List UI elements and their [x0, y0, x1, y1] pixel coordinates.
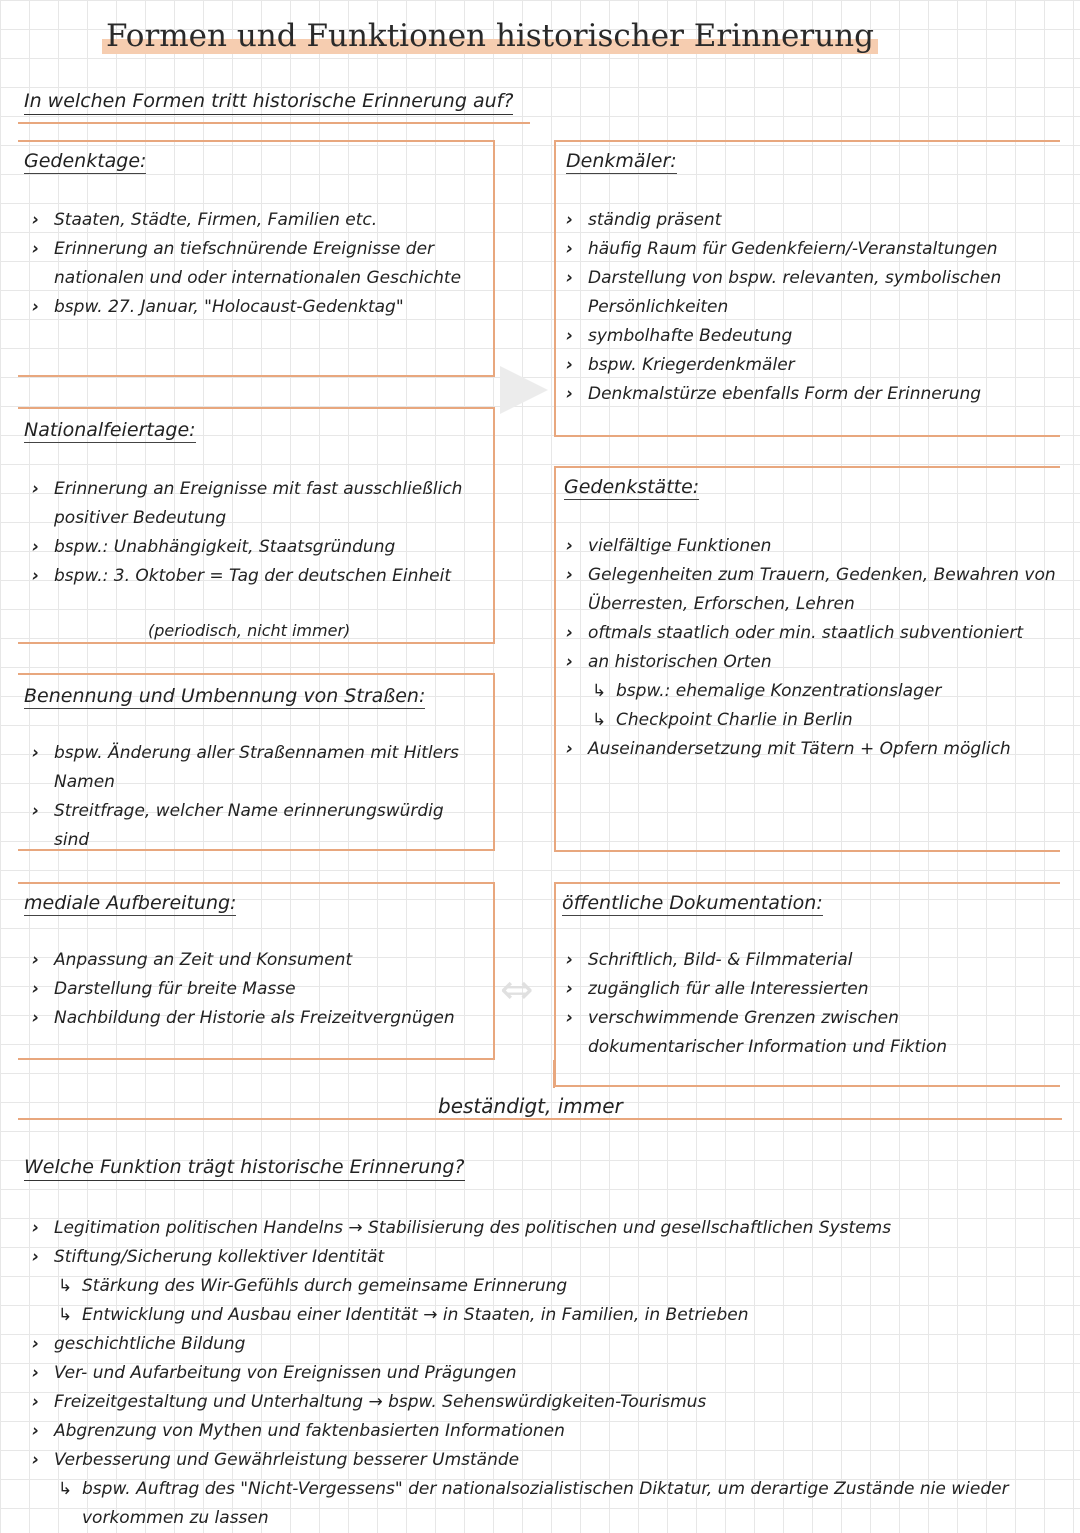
note-periodisch: (periodisch, nicht immer) — [148, 621, 351, 640]
item-list — [28, 739, 483, 855]
list-item: › bspw.: Unabhängigkeit, Staatsgründung — [28, 533, 483, 562]
list-item: › vielfältige Funktionen — [562, 532, 1058, 561]
item-list — [28, 206, 483, 322]
box-gedenktage — [18, 140, 495, 377]
question-functions: Welche Funktion trägt historische Erinnerung? — [24, 1156, 465, 1181]
box-nationalfeiertage — [18, 407, 495, 644]
list-item: › Gelegenheiten zum Trauern, Gedenken, Bewahren von Überresten, Erforschen, Lehren — [562, 561, 1058, 619]
function-item: › geschichtliche Bildung — [28, 1330, 1058, 1359]
item-list — [562, 946, 1058, 1062]
box-mediale-aufbereitung — [18, 882, 495, 1060]
list-item: › Schriftlich, Bild- & Filmmaterial — [562, 946, 1058, 975]
center-connector-line — [553, 1060, 555, 1088]
box-denkmaeler — [554, 140, 1060, 437]
list-item: › häufig Raum für Gedenkfeiern/-Veranstaltungen — [562, 235, 1058, 264]
list-item: › ständig präsent — [562, 206, 1058, 235]
page-title-text: Formen und Funktionen historischer Erinnerung — [102, 18, 878, 54]
function-item: › Abgrenzung von Mythen und faktenbasierten Informationen — [28, 1417, 1058, 1446]
list-item: › verschwimmende Grenzen zwischen dokumentarischer Information und Fiktion — [562, 1004, 1058, 1062]
item-list — [562, 532, 1058, 764]
list-item: › Erinnerung an tiefschnürende Ereignisse der nationalen und oder internationalen Geschichte — [28, 235, 483, 293]
list-item: › Darstellung von bspw. relevanten, symbolischen Persönlichkeiten — [562, 264, 1058, 322]
question-forms: In welchen Formen tritt historische Erinnerung auf? — [24, 90, 513, 115]
function-item: › Freizeitgestaltung und Unterhaltung → bspw. Sehenswürdigkeiten-Tourismus — [28, 1388, 1058, 1417]
list-item: › oftmals staatlich oder min. staatlich subventioniert — [562, 619, 1058, 648]
item-list — [28, 475, 483, 591]
function-item: › Stiftung/Sicherung kollektiver Identität — [28, 1243, 1058, 1272]
list-item: › an historischen Orten — [562, 648, 1058, 677]
list-item: › Auseinandersetzung mit Tätern + Opfern möglich — [562, 735, 1058, 764]
list-item: › Erinnerung an Ereignisse mit fast ausschließlich positiver Bedeutung — [28, 475, 483, 533]
list-item: › bspw.: 3. Oktober = Tag der deutschen Einheit — [28, 562, 483, 591]
box-heading: Nationalfeiertage: — [24, 419, 196, 441]
list-item: › bspw. Änderung aller Straßennamen mit Hitlers Namen — [28, 739, 483, 797]
function-item: › Verbesserung und Gewährleistung besserer Umstände — [28, 1446, 1058, 1475]
function-list — [28, 1214, 1058, 1533]
center-label: beständigt, immer — [438, 1094, 623, 1118]
list-item: › bspw. Kriegerdenkmäler — [562, 351, 1058, 380]
list-item: › Darstellung für breite Masse — [28, 975, 483, 1004]
box-heading: Gedenkstätte: — [564, 476, 700, 498]
box-heading: öffentliche Dokumentation: — [562, 892, 823, 914]
function-item: › Legitimation politischen Handelns → Stabilisierung des politischen und gesellschaftlichen Systems — [28, 1214, 1058, 1243]
function-subitem: ↳ Entwicklung und Ausbau einer Identität → in Staaten, in Familien, in Betrieben — [28, 1301, 1058, 1330]
list-item: › zugänglich für alle Interessierten — [562, 975, 1058, 1004]
list-item: › bspw. 27. Januar, "Holocaust-Gedenktag" — [28, 293, 483, 322]
item-list — [28, 946, 483, 1033]
box-heading: Denkmäler: — [566, 150, 677, 172]
list-item: › Nachbildung der Historie als Freizeitvergnügen — [28, 1004, 483, 1033]
list-item: › symbolhafte Bedeutung — [562, 322, 1058, 351]
list-subitem: ↳ bspw.: ehemalige Konzentrationslager — [562, 677, 1058, 706]
box-dokumentation — [554, 882, 1060, 1087]
list-item: › Anpassung an Zeit und Konsument — [28, 946, 483, 975]
question-underline — [18, 122, 530, 124]
box-heading: Benennung und Umbennung von Straßen: — [24, 685, 426, 707]
list-item: › Denkmalstürze ebenfalls Form der Erinnerung — [562, 380, 1058, 409]
box-heading: mediale Aufbereitung: — [24, 892, 237, 914]
list-item: › Streitfrage, welcher Name erinnerungswürdig sind — [28, 797, 483, 855]
page-title — [0, 18, 980, 54]
list-subitem: ↳ Checkpoint Charlie in Berlin — [562, 706, 1058, 735]
item-list — [562, 206, 1058, 409]
list-item: › Staaten, Städte, Firmen, Familien etc. — [28, 206, 483, 235]
box-strassen — [18, 673, 495, 851]
function-item: › Ver- und Aufarbeitung von Ereignissen und Prägungen — [28, 1359, 1058, 1388]
function-subitem: ↳ Stärkung des Wir-Gefühls durch gemeinsame Erinnerung — [28, 1272, 1058, 1301]
box-heading: Gedenktage: — [24, 150, 147, 172]
box-gedenkstaette — [554, 466, 1060, 852]
double-arrow-icon: ⇔ — [500, 967, 534, 1013]
function-subitem: ↳ bspw. Auftrag des "Nicht-Vergessens" der nationalsozialistischen Diktatur, um derartige Zustände nie wieder vorkommen zu lassen — [28, 1475, 1058, 1533]
arrow-right-icon — [500, 366, 548, 414]
section-divider — [18, 1118, 1062, 1120]
